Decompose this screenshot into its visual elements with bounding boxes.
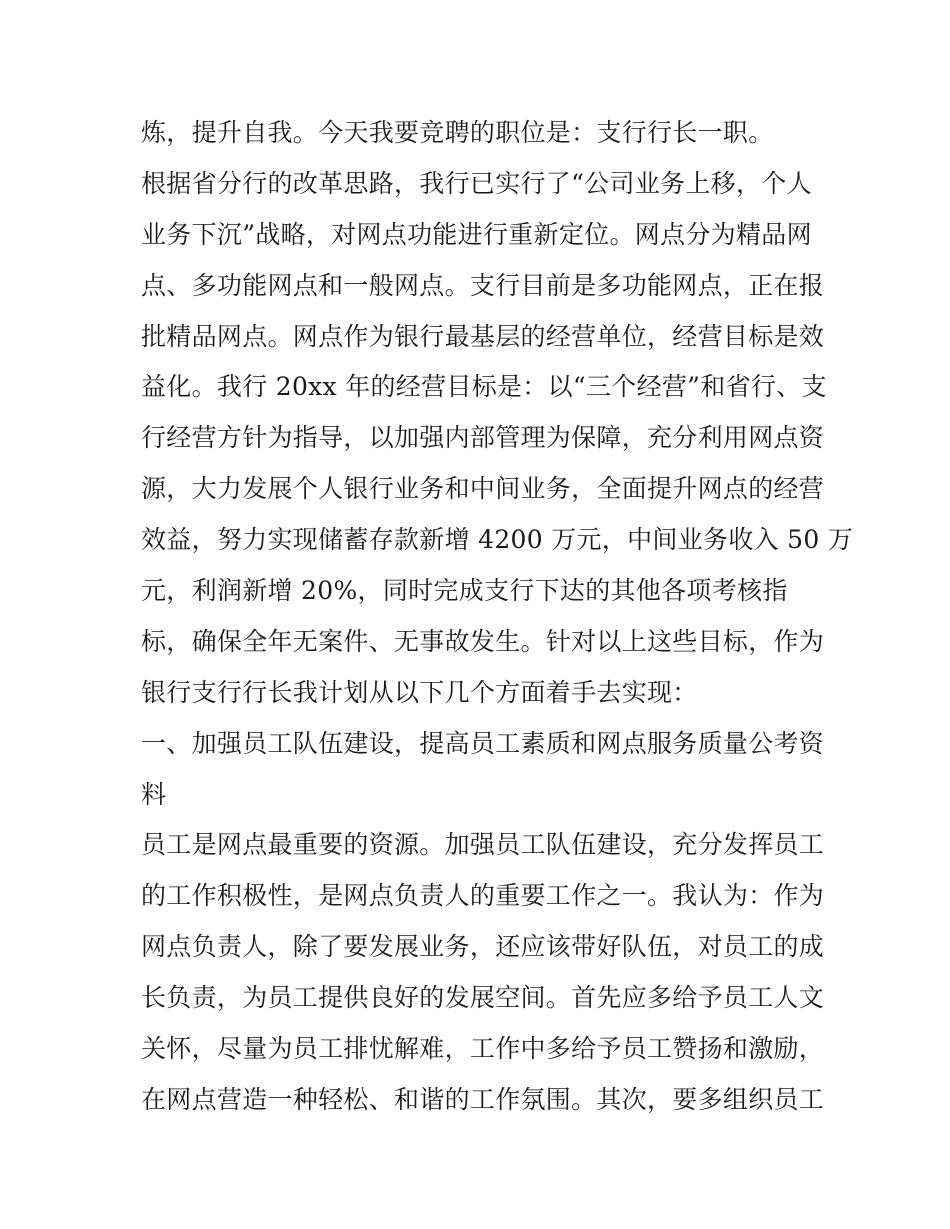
text-line: 的工作积极性，是网点负责人的重要工作之一。我认为：作为	[141, 881, 825, 911]
text-line: 元，利润新增 20%，同时完成支行下达的其他各项考核指	[141, 576, 788, 606]
document-body	[141, 108, 854, 1126]
text-line: 网点负责人，除了要发展业务，还应该带好队伍，对员工的成	[141, 932, 825, 962]
text-line: 员工是网点最重要的资源。加强员工队伍建设，充分发挥员工	[141, 830, 825, 860]
text-line: 在网点营造一种轻松、和谐的工作氛围。其次，要多组织员工	[141, 1084, 825, 1114]
text-line: 关怀，尽量为员工排忧解难，工作中多给予员工赞扬和激励，	[141, 1034, 825, 1064]
section-heading-continued: 料	[141, 779, 167, 809]
text-line: 点、多功能网点和一般网点。支行目前是多功能网点，正在报	[141, 270, 825, 300]
text-line: 批精品网点。网点作为银行最基层的经营单位，经营目标是效	[141, 321, 825, 351]
text-line: 源，大力发展个人银行业务和中间业务，全面提升网点的经营	[141, 474, 825, 504]
text-line: 长负责，为员工提供良好的发展空间。首先应多给予员工人文	[141, 983, 825, 1013]
text-line: 炼，提升自我。今天我要竞聘的职位是：支行行长一职。	[141, 118, 774, 147]
text-line: 行经营方针为指导，以加强内部管理为保障，充分利用网点资	[141, 423, 825, 453]
text-line: 益化。我行 20xx 年的经营目标是：以“三个经营”和省行、支	[141, 372, 827, 402]
text-line: 标，确保全年无案件、无事故发生。针对以上这些目标，作为	[141, 626, 825, 656]
text-line: 银行支行行长我计划从以下几个方面着手去实现：	[141, 677, 698, 707]
text-line: 效益，努力实现储蓄存款新增 4200 万元，中间业务收入 50 万	[141, 525, 854, 555]
text-line: 业务下沉”战略，对网点功能进行重新定位。网点分为精品网	[141, 219, 812, 249]
section-heading: 一、加强员工队伍建设，提高员工素质和网点服务质量公考资	[141, 728, 825, 758]
text-line: 根据省分行的改革思路，我行已实行了“公司业务上移，个人	[141, 168, 812, 198]
